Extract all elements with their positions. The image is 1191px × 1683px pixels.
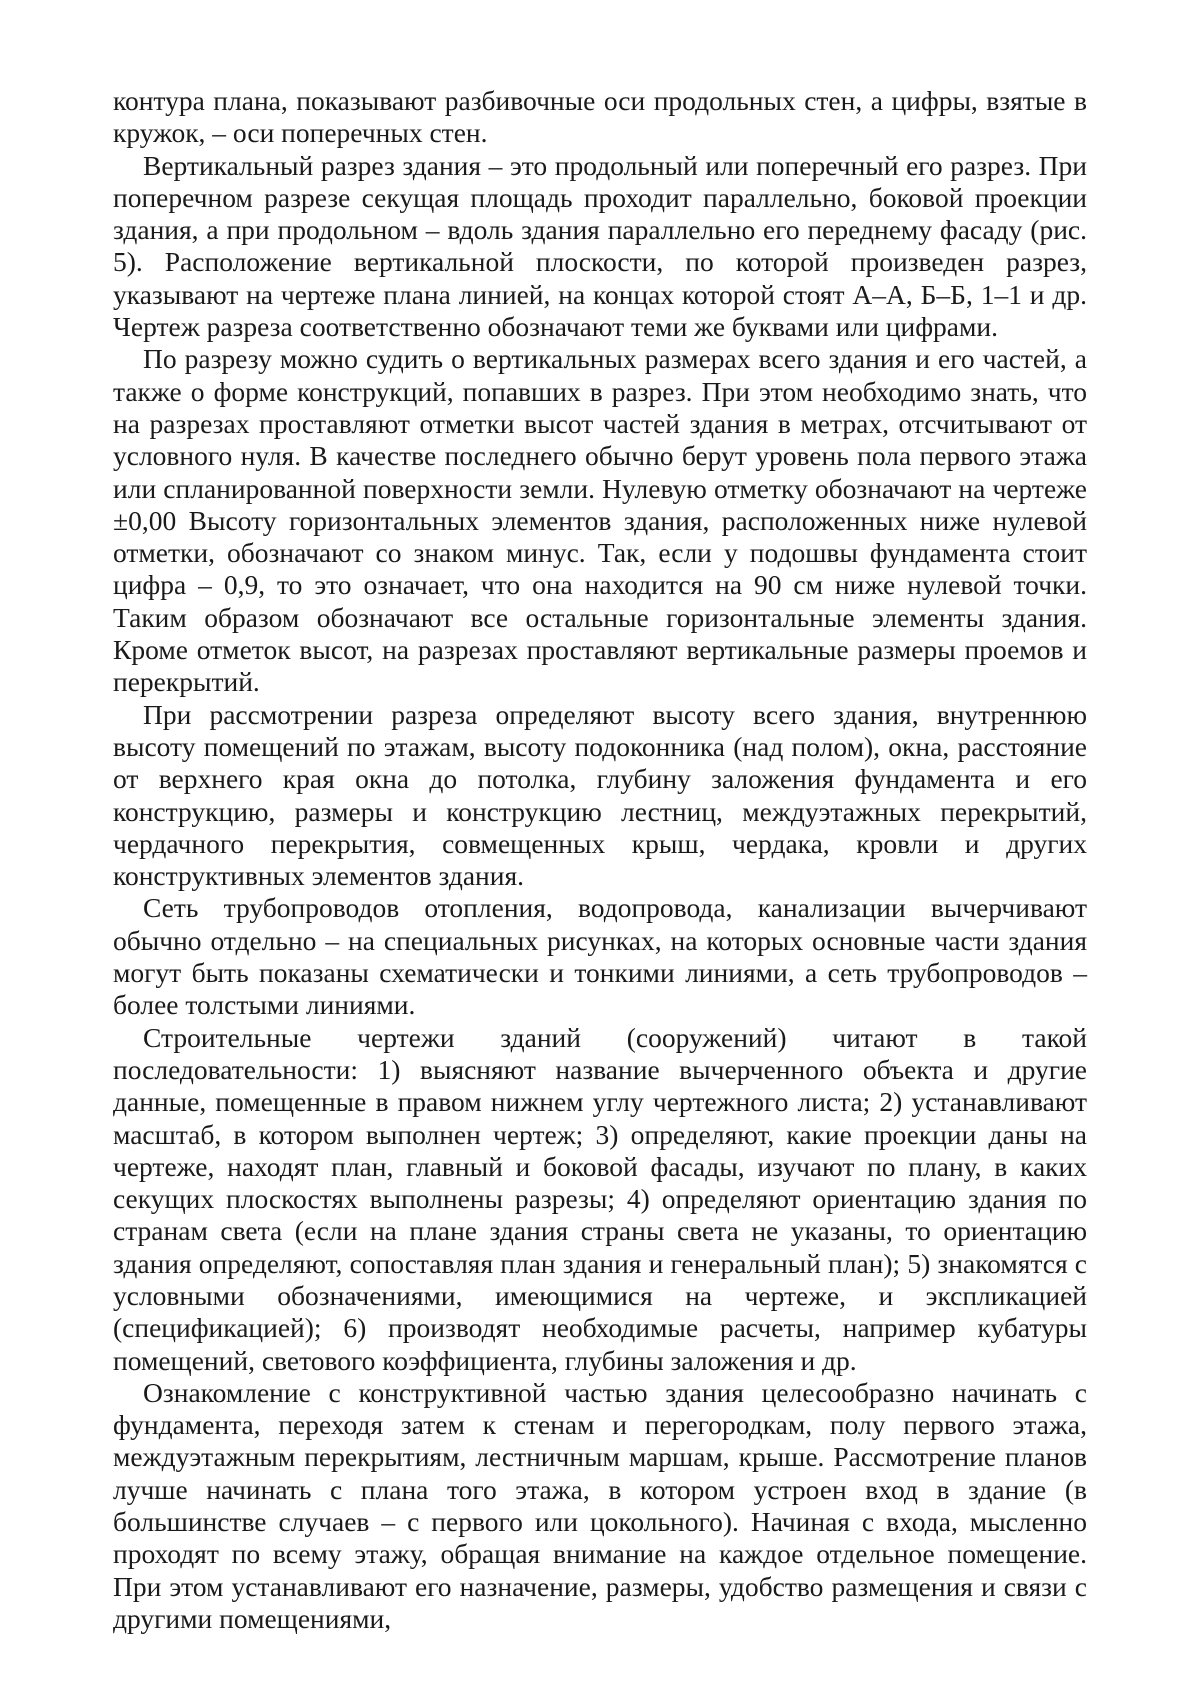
paragraph-vertical-section: Вертикальный разрез здания – это продольный или поперечный его разрез. При поперечном разрезе секущая площадь проходит параллельно, боковой проекции здания, а при продольном – вдоль здания параллельно его переднему фасаду (рис. 5). Расположение вертикальной плоскости, по которой произведен разрез, указывают на чертеже плана линией, на концах которой стоят А–А, Б–Б, 1–1 и др. Чертеж разреза соответственно обозначают теми же буквами или цифрами. xyxy=(113,149,1087,343)
paragraph-reading-order: Строительные чертежи зданий (сооружений) читают в такой последовательности: 1) выясняют название вычерченного объекта и другие данные, помещенные в правом нижнем углу чертежного листа; 2) устанавливают масштаб, в котором выполнен чертеж; 3) определяют, какие проекции даны на чертеже, находят план, главный и боковой фасады, изучают по плану, в каких секущих плоскостях выполнены разрезы; 4) определяют ориентацию здания по странам света (если на плане здания страны света не указаны, то ориентацию здания определяют, сопоставляя план здания и генеральный план); 5) знакомятся с условными обозначениями, имеющимися на чертеже, и экспликацией (спецификацией); 6) производят необходимые расчеты, например кубатуры помещений, светового коэффициента, глубины заложения и др. xyxy=(113,1021,1087,1376)
body-text xyxy=(113,85,1087,1635)
paragraph-continuation: контура плана, показывают разбивочные оси продольных стен, а цифры, взятые в кружок, – оси поперечных стен. xyxy=(113,85,1087,149)
paragraph-pipe-network: Сеть трубопроводов отопления, водопровода, канализации вычерчивают обычно отдельно – на специальных рисунках, на которых основные части здания могут быть показаны схематически и тонкими линиями, а сеть трубопроводов – более толстыми линиями. xyxy=(113,892,1087,1021)
paragraph-section-review: При рассмотрении разреза определяют высоту всего здания, внутреннюю высоту помещений по этажам, высоту подоконника (над полом), окна, расстояние от верхнего края окна до потолка, глубину заложения фундамента и его конструкцию, размеры и конструкцию лестниц, междуэтажных перекрытий, чердачного перекрытия, совмещенных крыш, чердака, кровли и других конструктивных элементов здания. xyxy=(113,698,1087,892)
paragraph-elevation-marks: По разрезу можно судить о вертикальных размерах всего здания и его частей, а также о форме конструкций, попавших в разрез. При этом необходимо знать, что на разрезах проставляют отметки высот частей здания в метрах, отсчитывают от условного нуля. В качестве последнего обычно берут уровень пола первого этажа или спланированной поверхности земли. Нулевую отметку обозначают на чертеже ±0,00 Высоту горизонтальных элементов здания, расположенных ниже нулевой отметки, обозначают со знаком минус. Так, если у подошвы фундамента стоит цифра – 0,9, то это означает, что она находится на 90 см ниже нулевой точки. Таким образом обозначают все остальные горизонтальные элементы здания. Кроме отметок высот, на разрезах проставляют вертикальные размеры проемов и перекрытий. xyxy=(113,343,1087,698)
paragraph-structural-review: Ознакомление с конструктивной частью здания целесообразно начинать с фундамента, переходя затем к стенам и перегородкам, полу первого этажа, междуэтажным перекрытиям, лестничным маршам, крыше. Рассмотрение планов лучше начинать с плана того этажа, в котором устроен вход в здание (в большинстве случаев – с первого или цокольного). Начиная с входа, мысленно проходят по всему этажу, обращая внимание на каждое отдельное помещение. При этом устанавливают его назначение, размеры, удобство размещения и связи с другими помещениями, xyxy=(113,1376,1087,1634)
